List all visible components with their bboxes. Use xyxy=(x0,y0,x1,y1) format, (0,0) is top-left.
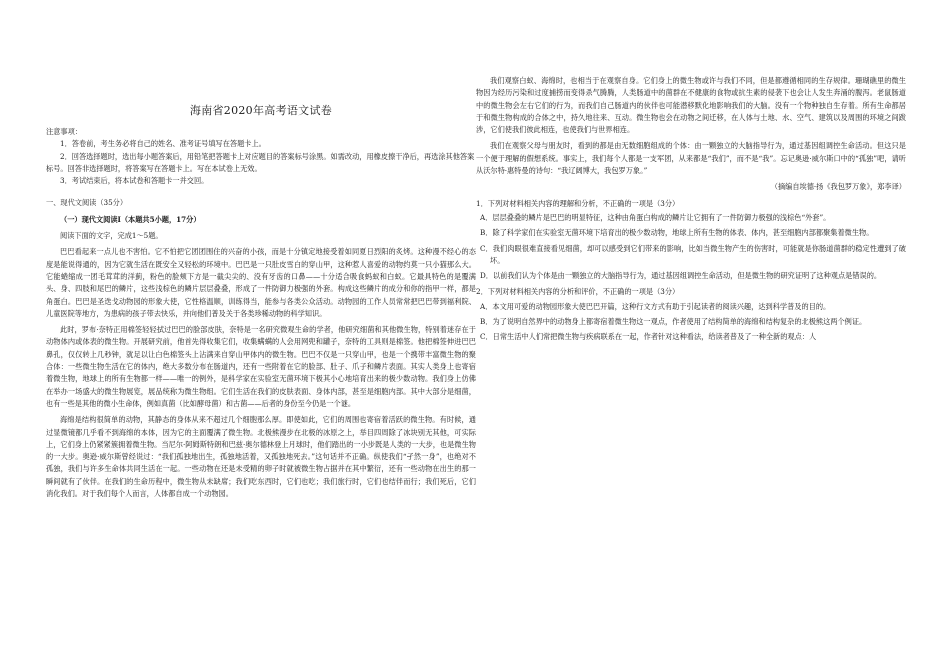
passage-paragraph: 我们在观察父母与朋友时，看到的都是由无数细胞组成的个体：由一颗独立的大脑指导行为，通过基因组调控生命活动。但这只是一个便于理解的假想系统。事实上，我们每个人都是一支军团，从来都是“我们”，而不是“我”。忘记奥逊·威尔斯口中的“孤独”吧，请听从沃尔特·惠特曼的诗句：“我辽阔博大，我包罗万象。” xyxy=(476,141,906,176)
question-stem: 2．下列对材料相关内容的分析和评价，不正确的一项是（3分） xyxy=(476,287,680,297)
question-stem: 1．下列对材料相关内容的理解和分析，不正确的一项是（3分） xyxy=(476,198,680,208)
answer-option: C．我们肉眼很难直接看见细菌，却可以感受到它们带来的影响，比如当微生物产生的伤害时，可能就是你肠道菌群的稳定性遭到了破坏。 xyxy=(480,243,906,265)
page-title: 海南省2020年高考语文试卷 xyxy=(189,104,333,117)
source-citation: （摘编自埃德·扬《我包罗万象》，郑李译） xyxy=(770,182,906,192)
answer-option: A．层层叠叠的鳞片是巴巴的明显特征，这种由角蛋白构成的鳞片让它拥有了一件防御力极强的浅棕色“外套”。 xyxy=(480,212,831,222)
passage-paragraph: 此时，罗布·奈特正用棉签轻轻拭过巴巴的脸部皮肤，奈特是一名研究微观生命的学者，他研究细菌和其他微生物，特别着迷存在于动物体内或体表的微生物。开展研究前，他首先得收集它们，收集螨螨的人会用网兜和罐子，奈特的工具则是棉签。他把棉签伸进巴巴鼻孔，仅仅转上几秒钟，就足以让白色棉签头上沾满来自穿山甲体内的微生物。巴巴不仅是一只穿山甲，也是一个携带丰富微生物的聚合体：一些微生物生活在它的体内，绝大多数分布在肠道内，还有一些附着在它的脸部、肚子、爪子和鳞片表面。其实人类身上也寄宿着微生物，地球上的所有生物都一样——唯一的例外，是科学家在实验室无菌环境下极其小心地培育出来的极少数动物。我们身上仿佛在举办一场盛大的微生物展览，展品统称为微生物组。它们生活在我们的皮肤表面、身体内部，甚至是细胞内部。其中大部分是细菌，也有一些是其他的微小生命体，例如真菌（比如酵母菌）和古菌——后者的身份至今仍是一个谜。 xyxy=(46,325,476,408)
right-column xyxy=(476,75,906,347)
answer-option: A．本文用可爱的动物园形象大使巴巴开篇，这种行文方式有助于引起读者的阅读兴趣，达到科学普及的目的。 xyxy=(480,301,831,311)
answer-option: B．除了科学家们在实验室无菌环境下培育出的极少数动物，地球上所有生物的体表、体内，甚至细胞内部都聚集着微生物。 xyxy=(480,228,874,238)
note-item: 1．答卷前，考生务必将自己的姓名、准考证号填写在答题卡上。 xyxy=(60,139,266,149)
passage-paragraph: 海绵是结构很简单的动物，其静态的身体从来不超过几个细胞那么厚。即使如此，它们的周围也寄宿着活跃的微生物。有时候，通过显微镜都几乎看不到海绵的本体，因为它的主面覆满了微生物。北极熊漫步在北极的冰原之上，举目四周除了冰块别无其他，可实际上，它们身上仍紧紧簇拥着微生物。当尼尔·阿姆斯特朗和巴兹·奥尔德林登上月球时，他们踏出的一小步既是人类的一大步，也是微生物的一大步。奥逊·威尔斯曾经说过：“我们孤独地出生，孤独地活着，又孤独地死去。”这句话并不正确。纵使我们“孑然一身”，也绝对不孤独，我们与许多生命体共同生活在一起。一些动物在还是未受精的卵子时就被微生物占据并在其中繁衍，还有一些动物在出生的那一瞬间就有了伙伴。在我们的生命历程中，微生物从未缺席；我们吃东西时，它们也吃；我们旅行时，它们也结伴而行；我们死后，它们消化我们。对于我们每个人而言，人体都自成一个动物园。 xyxy=(46,415,476,499)
note-item: 3．考试结束后，将本试卷和答题卡一并交回。 xyxy=(60,176,209,186)
answer-option: D．以前我们认为个体是由一颗独立的大脑指导行为，通过基因组调控生命活动，但是微生物的研究证明了这种观点是错误的。 xyxy=(480,271,882,281)
answer-option: B．为了说明自然界中的动物身上都寄宿着微生物这一观点，作者使用了结构简单的海绵和结构复杂的北极熊这两个例证。 xyxy=(480,317,867,327)
left-column xyxy=(46,96,476,499)
subsection-heading: （一）现代文阅读Ⅰ（本题共5小题，17分） xyxy=(60,214,201,224)
answer-option: C．日常生活中人们常把微生物与疾病联系在一起，作者针对这种看法，给读者普及了一种全新的观点：人 xyxy=(480,332,817,342)
instruction: 阅读下面的文字，完成1～5题。 xyxy=(60,231,163,241)
notes-heading: 注意事项： xyxy=(46,127,82,136)
section-heading: 一、现代文阅读（35分） xyxy=(46,198,128,208)
passage-paragraph: 巴巴看起来一点儿也不害怕。它不怕把它团团围住的兴奋的小孩，而是十分镇定地接受着如同夏日烈阳的炙烤。这种漫不经心的态度是能说得通的，因为它就生活在既安全又轻松的环境中。巴巴是一只肚皮雪白的穿山甲，这种惹人喜爱的动物约莫一只小猫那么大。它能蜷缩成一团毛茸茸的洋蓟，粉色的脸颊下方是一截尖尖的、没有牙齿的口鼻——十分适合吸食蚂蚁和白蚁。它最具特色的是覆满头、身、四肢和尾巴的鳞片，这些浅棕色的鳞片层层叠叠，形成了一件防御力极强的外套。构成这些鳞片的成分和你的指甲一样，都是角蛋白。巴巴是圣迭戈动物园的形象大使，它性格温顺，训练得当，能参与各类公众活动。动物园的工作人员常常把巴巴带到福利院、儿童医院等地方，为患病的孩子带去快乐，并向他们普及关于各类珍稀动物的科学知识。 xyxy=(46,247,476,318)
note-item: 2．回答选择题时，选出每小题答案后，用铅笔把答题卡上对应题目的答案标号涂黑。如需改动，用橡皮擦干净后，再选涂其他答案标号。回答非选择题时，将答案写在答题卡上。写在本试卷上无效。 xyxy=(46,151,475,173)
passage-paragraph: 我们观察白蚁、海绵时，也相当于在观察自身。它们身上的微生物或许与我们不同，但是都遵循相同的生存规律。珊瑚礁里的微生物因为经历污染和过度捕捞而变得杀气腾腾，人类肠道中的菌群在不健康的食物或抗生素的侵袭下也会让人发生奔涌的腹泻。老鼠肠道中的微生物会左右它们的行为，而我们自己肠道内的伙伴也可能潜移默化地影响我们的大脑。没有一个物种独自生存着。所有生命都居于和微生物构成的合体之中，持久地往来、互动。微生物也会在动物之间迁移，在人体与土地、水、空气、建筑以及周围的环境之间跋涉，它们使我们彼此相连，也使我们与世界相连。 xyxy=(476,76,906,135)
